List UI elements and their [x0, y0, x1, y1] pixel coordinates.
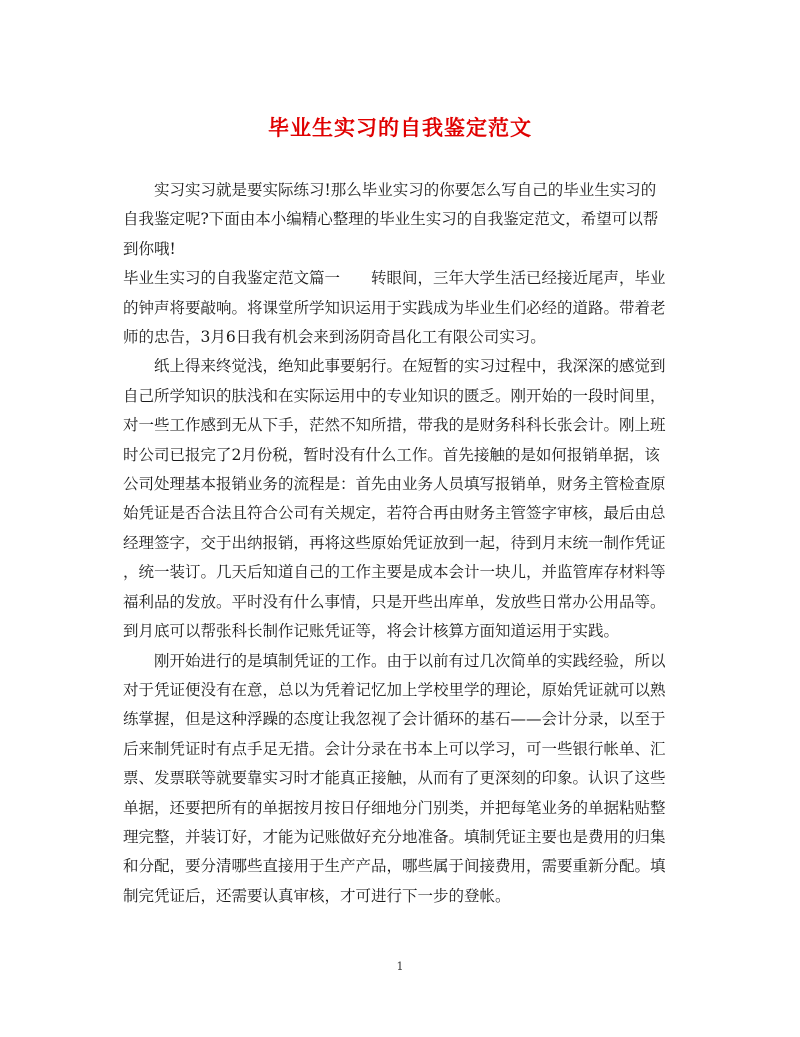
text-line: 制完凭证后，还需要认真审核，才可进行下一步的登帐。 — [123, 886, 511, 905]
text-line: 的钟声将要敲响。将课堂所学知识运用于实践成为毕业生们必经的道路。带着老 — [123, 298, 666, 317]
text-line: ，统一装订。几天后知道自己的工作主要是成本会计一块儿，并监管库存材料等 — [123, 563, 666, 582]
text-line: 毕业生实习的自我鉴定范文篇一 转眼间，三年大学生活已经接近尾声，毕业 — [123, 269, 666, 288]
text-line: 师的忠告，3月6日我有机会来到汤阴奇昌化工有限公司实习。 — [123, 328, 546, 347]
body-paragraph-3 — [123, 647, 683, 912]
text-line: 和分配，要分清哪些直接用于生产产品，哪些属于间接费用，需要重新分配。填 — [123, 857, 666, 876]
text-line: 实习实习就是要实际练习!那么毕业实习的你要怎么写自己的毕业生实习的 — [154, 181, 657, 199]
text-line: 对于凭证便没有在意，总以为凭着记忆加上学校里学的理论，原始凭证就可以熟 — [123, 680, 666, 699]
text-line: 公司处理基本报销业务的流程是：首先由业务人员填写报销单，财务主管检查原 — [123, 475, 666, 494]
text-line: 福利品的发放。平时没有什么事情，只是开些出库单，发放些日常办公用品等。 — [123, 592, 666, 611]
text-line: 到你哦! — [123, 239, 176, 258]
text-line: 后来制凭证时有点手足无措。会计分录在书本上可以学习，可一些银行帐单、汇 — [123, 739, 666, 758]
text-line: 经理签字，交于出纳报销，再将这些原始凭证放到一起，待到月末统一制作凭证 — [123, 533, 666, 552]
section-paragraph — [123, 264, 683, 352]
page-number: 1 — [396, 960, 404, 973]
text-line: 自己所学知识的肤浅和在实际运用中的专业知识的匮乏。刚开始的一段时间里， — [123, 386, 666, 405]
text-line: 纸上得来终觉浅，绝知此事要躬行。在短暂的实习过程中，我深深的感觉到 — [154, 357, 666, 376]
text-line: 到月底可以帮张科长制作记账凭证等，将会计核算方面知道运用于实践。 — [123, 622, 620, 641]
text-line: 刚开始进行的是填制凭证的工作。由于以前有过几次简单的实践经验，所以 — [154, 651, 666, 670]
text-line: 时公司已报完了2月份税，暂时没有什么工作。首先接触的是如何报销单据，该 — [123, 445, 660, 464]
body-paragraph-2 — [123, 352, 683, 646]
document-body — [123, 176, 683, 911]
intro-paragraph — [123, 176, 683, 264]
text-line: 单据，还要把所有的单据按月按日仔细地分门别类，并把每笔业务的单据粘贴整 — [123, 798, 666, 817]
text-line: 自我鉴定呢?下面由本小编精心整理的毕业生实习的自我鉴定范文，希望可以帮 — [123, 210, 659, 229]
document-title: 毕业生实习的自我鉴定范文 — [268, 115, 532, 140]
text-line: 理完整，并装订好，才能为记账做好充分地准备。填制凭证主要也是费用的归集 — [123, 827, 666, 846]
text-line: 练掌握，但是这种浮躁的态度让我忽视了会计循环的基石——会计分录，以至于 — [123, 710, 666, 729]
text-line: 票、发票联等就要靠实习时才能真正接触，从而有了更深刻的印象。认识了这些 — [123, 769, 666, 788]
text-line: 始凭证是否合法且符合公司有关规定，若符合再由财务主管签字审核，最后由总 — [123, 504, 666, 523]
text-line: 对一些工作感到无从下手，茫然不知所措，带我的是财务科科长张会计。刚上班 — [123, 416, 666, 435]
